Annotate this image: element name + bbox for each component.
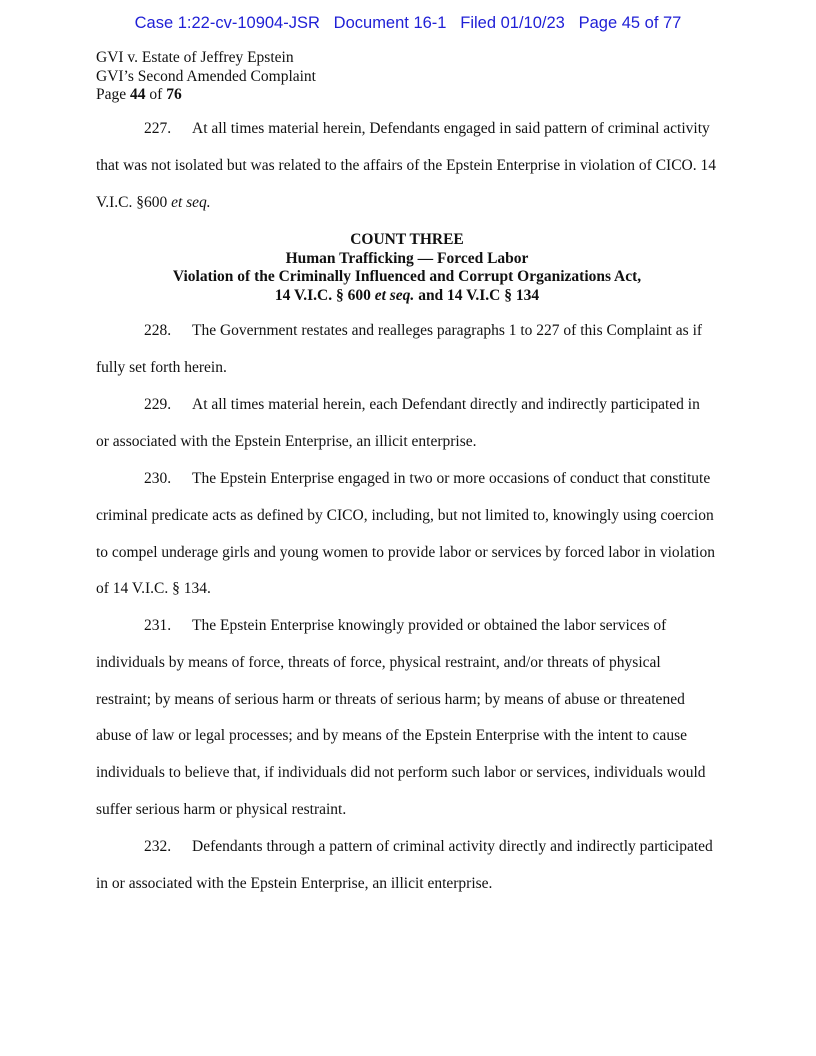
stamp-filed: Filed 01/10/23 [460, 14, 565, 32]
paragraph-text: The Epstein Enterprise engaged in two or more occasions of conduct that constitute criminal predicate acts as defined by CICO, including, but not limited to, knowingly using coercion to compel underage girls and young women to provide labor or services by forced labor in violation of 14 V.I.C. § 134. [96, 470, 715, 598]
paragraph-number: 231. [144, 617, 172, 634]
paragraph-text: At all times material herein, Defendants engaged in said pattern of criminal activity that was not isolated but was related to the affairs of the Epstein Enterprise in violation of CICO. 14 V.I.C. §600 [96, 120, 716, 211]
count-number: COUNT THREE [350, 231, 464, 248]
paragraph-231 [96, 608, 716, 829]
paragraph-italic: et seq. [171, 193, 211, 211]
caption-page-number: Page 44 of 76 [96, 86, 182, 103]
paragraph-227 [96, 111, 716, 221]
stamp-document: Document 16-1 [333, 14, 447, 32]
paragraph-text: At all times material herein, each Defendant directly and indirectly participated in or associated with the Epstein Enterprise, an illicit enterprise. [96, 396, 700, 450]
paragraph-number: 227. [144, 120, 172, 137]
caption-block [96, 49, 316, 105]
paragraph-228 [96, 313, 716, 387]
paragraph-232 [96, 829, 716, 903]
paragraph-text: Defendants through a pattern of criminal activity directly and indirectly participated in or associated with the Epstein Enterprise, an illicit enterprise. [96, 838, 713, 892]
paragraph-229 [96, 387, 716, 461]
paragraph-text: The Epstein Enterprise knowingly provided or obtained the labor services of individuals by means of force, threats of force, physical restraint, and/or threats of physical restraint; by means of serious harm or threats of serious harm; by means of abuse or threatened abuse of law or legal processes; and by means of the Epstein Enterprise with the intent to cause individuals to believe that, if individuals did not perform such labor or services, individuals would suffer serious harm or physical restraint. [96, 617, 706, 818]
paragraph-number: 230. [144, 470, 172, 487]
count-title: Human Trafficking — Forced Labor [285, 249, 529, 267]
paragraph-number: 228. [144, 322, 172, 339]
stamp-case: Case 1:22-cv-10904-JSR [134, 14, 320, 32]
caption-document-title: GVI’s Second Amended Complaint [96, 67, 316, 85]
paragraph-number: 229. [144, 396, 172, 413]
filing-stamp [0, 14, 816, 33]
paragraph-number: 232. [144, 838, 172, 855]
paragraph-text: The Government restates and realleges paragraphs 1 to 227 of this Complaint as if fully set forth herein. [96, 322, 703, 376]
stamp-page: Page 45 of 77 [578, 14, 682, 32]
count-violation: Violation of the Criminally Influenced and Corrupt Organizations Act, [172, 268, 642, 285]
count-citation: 14 V.I.C. § 600 et seq. and 14 V.I.C § 134 [274, 286, 540, 304]
caption-case-name: GVI v. Estate of Jeffrey Epstein [96, 49, 294, 66]
count-heading [96, 231, 718, 305]
paragraph-230 [96, 461, 716, 608]
